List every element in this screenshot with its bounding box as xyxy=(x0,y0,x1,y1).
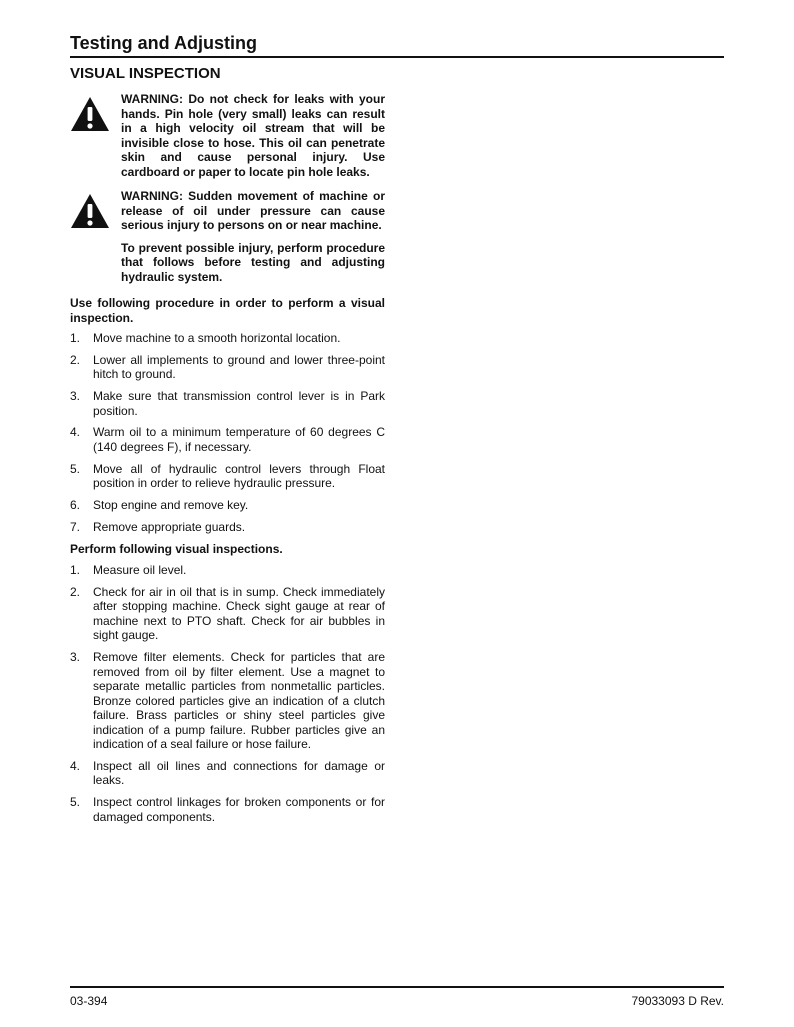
list-item xyxy=(70,520,385,535)
step-number: 5. xyxy=(70,461,81,476)
step-text: Stop engine and remove key. xyxy=(93,497,249,512)
warning-triangle-icon xyxy=(70,96,110,132)
warning-block-leaks xyxy=(70,92,385,179)
step-number: 2. xyxy=(70,584,81,599)
step-text: Warm oil to a minimum temperature of 60 degrees C (140 degrees F), if necessary. xyxy=(93,425,385,454)
page-title: Testing and Adjusting xyxy=(70,33,257,53)
step-text: Move machine to a smooth horizontal location. xyxy=(93,331,341,345)
step-text: Check for air in oil that is in sump. Check immediately after stopping machine. Check sight gauge at rear of machine next to PTO shaft. Check for air bubbles in sight gauge. xyxy=(93,584,385,643)
page-footer xyxy=(70,986,724,1008)
list-item xyxy=(70,425,385,454)
list-item xyxy=(70,563,385,578)
step-number: 2. xyxy=(70,352,81,367)
procedure-intro: Use following procedure in order to perform a visual inspection. xyxy=(70,296,385,325)
procedure-list xyxy=(70,331,385,534)
step-text: Inspect all oil lines and connections for damage or leaks. xyxy=(93,758,385,788)
step-text: Make sure that transmission control lever is in Park position. xyxy=(93,389,385,418)
list-item xyxy=(70,389,385,418)
step-number: 6. xyxy=(70,497,81,512)
warning-text: WARNING: Sudden movement of machine or release of oil under pressure can cause serious injury to persons on or near machine. xyxy=(121,189,385,232)
list-item xyxy=(70,498,385,513)
page-number: 03-394 xyxy=(70,994,108,1008)
step-number: 3. xyxy=(70,650,81,665)
inspections-heading: Perform following visual inspections. xyxy=(70,541,283,556)
list-item xyxy=(70,585,385,643)
list-item xyxy=(70,650,385,752)
content-column xyxy=(70,64,385,832)
step-number: 7. xyxy=(70,519,81,534)
step-number: 1. xyxy=(70,331,81,345)
step-number: 4. xyxy=(70,425,81,440)
warning-note: To prevent possible injury, perform procedure that follows before testing and adjusting hydraulic system. xyxy=(121,240,385,284)
step-text: Remove appropriate guards. xyxy=(93,519,246,534)
list-item xyxy=(70,331,385,346)
step-text: Lower all implements to ground and lower three-point hitch to ground. xyxy=(93,352,385,382)
step-text: Measure oil level. xyxy=(93,563,187,578)
warning-triangle-icon xyxy=(70,193,110,229)
document-number: 79033093 D Rev. xyxy=(631,994,724,1008)
step-number: 1. xyxy=(70,563,81,578)
list-item xyxy=(70,353,385,382)
step-number: 4. xyxy=(70,758,81,773)
step-number: 3. xyxy=(70,389,81,404)
warning-text: WARNING: Do not check for leaks with your hands. Pin hole (very small) leaks can result in a high velocity oil stream that will be invisible close to hose. This oil can penetrate skin and cause personal injury. Use cardboard or paper to locate pin hole leaks. xyxy=(121,92,385,179)
page-header xyxy=(70,32,724,58)
warning-block-pressure xyxy=(70,189,385,284)
list-item xyxy=(70,462,385,491)
list-item xyxy=(70,759,385,788)
step-text: Remove filter elements. Check for particles that are removed from oil by filter element. Use a magnet to separate metallic particles from nonmetallic particles. Bronze colored particles give an indication of a clutch failure. Brass particles or shiny steel particles give indication of a pump failure. Rubber particles give an indication of a seal failure or hose failure. xyxy=(93,650,385,752)
list-item xyxy=(70,795,385,824)
step-text: Inspect control linkages for broken components or for damaged components. xyxy=(93,795,385,824)
inspection-list xyxy=(70,563,385,824)
step-number: 5. xyxy=(70,795,81,810)
step-text: Move all of hydraulic control levers through Float position in order to relieve hydraulic pressure. xyxy=(93,461,385,491)
section-title: VISUAL INSPECTION xyxy=(70,65,221,82)
